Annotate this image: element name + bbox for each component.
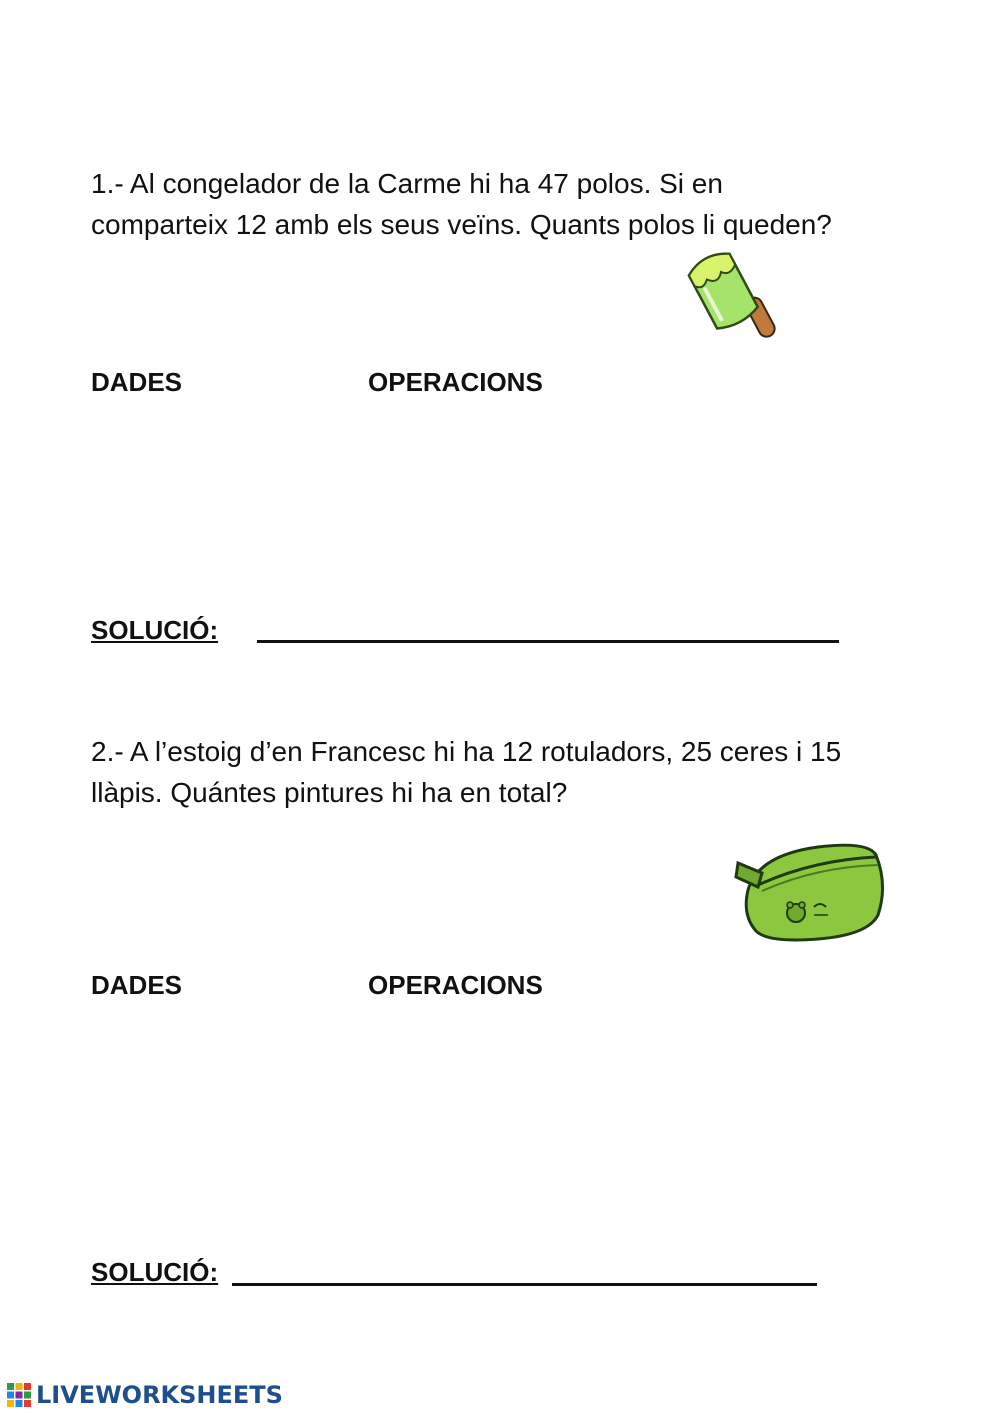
- problem-1-text-line-1: 1.- Al congelador de la Carme hi ha 47 polos. Si en: [91, 168, 723, 199]
- problem-1-text-line-2: comparteix 12 amb els seus veïns. Quants polos li queden?: [91, 209, 832, 240]
- problem-1-solution-label: SOLUCIÓ:: [91, 615, 219, 645]
- pencil-case-icon: [718, 815, 908, 965]
- problem-1-data-label: DADES: [91, 367, 183, 397]
- problem-2-text: [91, 731, 921, 813]
- problem-2-operations-label: OPERACIONS: [368, 970, 543, 1000]
- problem-1-text: [91, 163, 921, 245]
- liveworksheets-logo: [6, 1380, 283, 1410]
- problem-1-answer-line[interactable]: [257, 640, 839, 643]
- problem-2-solution-label: SOLUCIÓ:: [91, 1257, 219, 1287]
- popsicle-icon: [683, 250, 783, 360]
- problem-2-text-line-1: 2.- A l’estoig d’en Francesc hi ha 12 rotuladors, 25 ceres i 15: [91, 736, 842, 767]
- liveworksheets-logo-icon: [6, 1382, 32, 1408]
- problem-2-data-label: DADES: [91, 970, 183, 1000]
- liveworksheets-logo-text: LIVEWORKSHEETS: [36, 1381, 283, 1409]
- problem-2-text-line-2: llàpis. Quántes pintures hi ha en total?: [91, 777, 568, 808]
- problem-1-operations-label: OPERACIONS: [368, 367, 543, 397]
- problem-2-answer-line[interactable]: [232, 1283, 817, 1286]
